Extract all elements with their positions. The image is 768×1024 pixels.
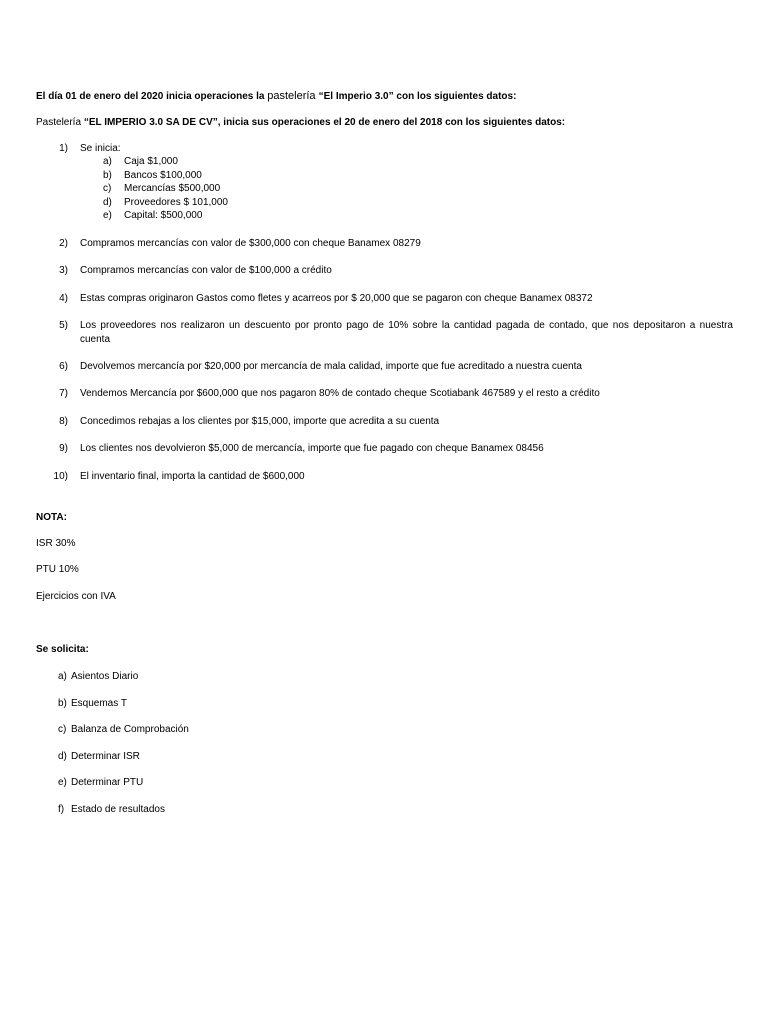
list-item-number: 8) xyxy=(59,416,68,427)
heading-intro-part3: “El Imperio 3.0” con los siguientes datos: xyxy=(318,91,517,102)
subitem xyxy=(103,209,202,223)
subitem-letter: e) xyxy=(103,210,112,221)
solicita-item xyxy=(58,670,138,684)
subitem-text: Caja $1,000 xyxy=(124,156,178,167)
subitem-text: Bancos $100,000 xyxy=(124,170,202,181)
list-item-number: 6) xyxy=(59,361,68,372)
solicita-item xyxy=(58,803,165,817)
list-item-text: Concedimos rebajas a los clientes por $15,000, importe que acredita a su cuenta xyxy=(80,416,440,427)
list-item-text: Compramos mercancías con valor de $300,000 con cheque Banamex 08279 xyxy=(80,238,421,249)
list-item-number: 9) xyxy=(59,443,68,454)
subitem-text: Mercancías $500,000 xyxy=(124,183,221,194)
solicita-item xyxy=(58,723,189,737)
list-item-text: Devolvemos mercancía por $20,000 por mercancía de mala calidad, importe que fue acreditado a nuestra cuenta xyxy=(80,361,582,372)
subitem xyxy=(103,196,228,210)
solicita-title: Se solicita: xyxy=(36,644,89,655)
solicita-text: Determinar PTU xyxy=(71,777,144,788)
solicita-letter: c) xyxy=(58,724,67,735)
subitem-letter: a) xyxy=(103,156,112,167)
list-item-text: Compramos mercancías con valor de $100,000 a crédito xyxy=(80,265,332,276)
heading-intro-part1: El día 01 de enero del 2020 inicia operaciones la xyxy=(36,91,268,102)
heading-company xyxy=(36,116,565,130)
nota-title: NOTA: xyxy=(36,512,67,523)
subitem xyxy=(103,155,178,169)
list-item-number: 7) xyxy=(59,388,68,399)
solicita-item xyxy=(58,776,143,790)
solicita-letter: b) xyxy=(58,698,67,709)
list-item-number: 3) xyxy=(59,265,68,276)
solicita-letter: d) xyxy=(58,751,67,762)
solicita-item xyxy=(58,750,140,764)
heading-company-part3: , inicia sus operaciones el 20 de enero del 2018 con los siguientes datos: xyxy=(217,117,566,128)
subitem-text: Proveedores $ 101,000 xyxy=(124,197,228,208)
solicita-text: Determinar ISR xyxy=(71,751,140,762)
list-item-number: 1) xyxy=(59,143,68,154)
heading-intro-part2: pastelería xyxy=(267,90,319,102)
solicita-text: Balanza de Comprobación xyxy=(71,724,189,735)
nota-iva: Ejercicios con IVA xyxy=(36,591,116,602)
list-item-text: El inventario final, importa la cantidad de $600,000 xyxy=(80,471,305,482)
nota-isr: ISR 30% xyxy=(36,538,76,549)
list-item-text: Los clientes nos devolvieron $5,000 de mercancía, importe que fue pagado con cheque Banamex 08456 xyxy=(80,443,544,454)
heading-company-part1: Pastelería xyxy=(36,117,84,128)
solicita-letter: f) xyxy=(58,804,65,815)
subitem xyxy=(103,169,202,183)
solicita-letter: e) xyxy=(58,777,67,788)
list-item-number: 10) xyxy=(53,471,68,482)
subitem-letter: b) xyxy=(103,170,112,181)
subitem xyxy=(103,182,220,196)
heading-intro xyxy=(36,89,516,104)
list-item-number: 2) xyxy=(59,238,68,249)
subitem-letter: d) xyxy=(103,197,112,208)
heading-company-part2: “EL IMPERIO 3.0 SA DE CV” xyxy=(83,117,218,128)
subitem-text: Capital: $500,000 xyxy=(124,210,203,221)
nota-ptu: PTU 10% xyxy=(36,564,79,575)
list-item-text: Los proveedores nos realizaron un descuento por pronto pago de 10% sobre la cantidad pagada de contado, que nos depositaron a nuestra cuenta xyxy=(80,320,733,345)
solicita-text: Asientos Diario xyxy=(71,671,139,682)
list-item-number: 4) xyxy=(59,293,68,304)
solicita-text: Estado de resultados xyxy=(71,804,165,815)
solicita-text: Esquemas T xyxy=(71,698,127,709)
subitem-letter: c) xyxy=(103,183,112,194)
list-item-number: 5) xyxy=(59,320,68,331)
solicita-letter: a) xyxy=(58,671,67,682)
solicita-item xyxy=(58,697,127,711)
list-item-text: Vendemos Mercancía por $600,000 que nos pagaron 80% de contado cheque Scotiabank 467589 y el resto a crédito xyxy=(80,388,600,399)
list-item-text: Se inicia: xyxy=(80,143,121,154)
list-item-text: Estas compras originaron Gastos como fletes y acarreos por $ 20,000 que se pagaron con cheque Banamex 08372 xyxy=(80,293,593,304)
